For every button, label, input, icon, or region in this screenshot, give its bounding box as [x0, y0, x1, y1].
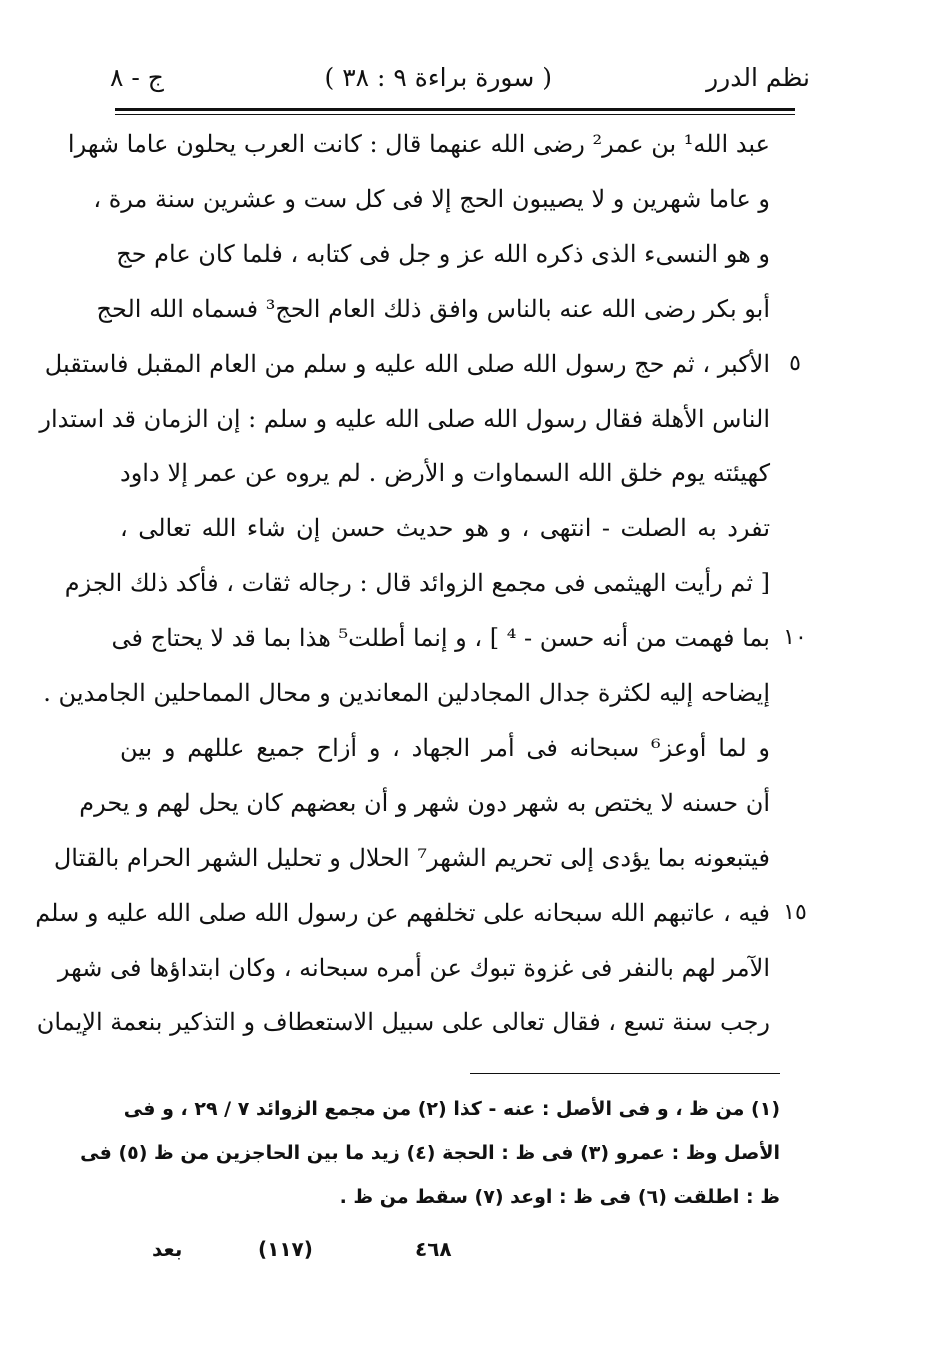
text-line: كهيئته يوم خلق الله السماوات و الأرض . لم يروه عن عمر إلا داود [120, 459, 770, 488]
text-line: عبد الله¹ بن عمر² رضى الله عنهما قال : كانت العرب يحلون عاما شهرا [67, 130, 770, 158]
header-rule [115, 108, 795, 111]
text-line: رجب سنة تسع ، فقال تعالى على سبيل الاستعطاف و التذكير بنعمة الإيمان [36, 1008, 770, 1037]
page-number: ٤٦٨ [415, 1237, 452, 1261]
volume-number: ج - ٨ [110, 63, 164, 92]
running-header [110, 56, 810, 100]
header-rule-thin [115, 114, 795, 115]
text-line: [ ثم رأيت الهيثمى فى مجمع الزوائد قال : رجاله ثقات ، فأكد ذلك الجزم [64, 569, 770, 598]
text-line: بما فهمت من أنه حسن - ⁴ ] ، و إنما أطلت⁵ هذا بما قد لا يحتاج فى [111, 624, 770, 653]
book-title: نظم الدرر [706, 63, 810, 92]
text-line: فيتبعونه بما يؤدى إلى تحريم الشهر⁷ الحلال و تحليل الشهر الحرام بالقتال [53, 843, 770, 872]
text-line: تفرد به الصلت - انتهى ، و هو حديث حسن إن شاء الله تعالى ، [120, 514, 770, 543]
footnote-line: (١) من ظ ، و فى الأصل : عنه - كذا (٢) من مجمع الزوائد ٧ / ٢٩ ، و فى [123, 1098, 780, 1120]
text-line: فيه ، عاتبهم الله سبحانه على تخلفهم عن رسول الله صلى الله عليه و سلم [35, 898, 770, 927]
text-line: إيضاحه إليه لكثرة جدال المجادلين المعاندين و محال المماحلين الجامدين . [43, 679, 770, 707]
text-line: الناس الأهلة فقال رسول الله صلى الله عليه و سلم : إن الزمان قد استدار [39, 404, 770, 433]
original-page-number: (١١٧) [258, 1237, 313, 1261]
catchword: بعد [152, 1237, 183, 1261]
footnote-line: ظ : اطلقت (٦) فى ظ : اوعد (٧) سقط من ظ . [339, 1186, 780, 1208]
footnote-line: الأصل وظ : عمرو (٣) فى ظ : الحجة (٤) زيد ما بين الحاجزين من ظ (٥) فى [80, 1142, 780, 1164]
text-line: و عاما شهرين و لا يصيبون الحج إلا فى كل ست و عشرين سنة مرة ، [93, 184, 770, 213]
sura-reference: ( سورة براءة ٩ : ٣٨ ) [324, 63, 552, 92]
line-number: ١٥ [783, 899, 807, 925]
line-number: ٥ [789, 350, 801, 376]
text-line: أبو بكر رضى الله عنه بالناس وافق ذلك العام الحج³ فسماه الله الحج [96, 294, 770, 323]
text-line: أن حسنه لا يختص به شهر دون شهر و أن بعضهم كان يحل لهم و يحرم [79, 788, 770, 817]
text-line: الأكبر ، ثم حج رسول الله صلى الله عليه و سلم من العام المقبل فاستقبل [44, 349, 770, 378]
line-number: ١٠ [783, 625, 807, 651]
text-line: و لما أوعز⁶ سبحانه فى أمر الجهاد ، و أزاح جميع عللهم و بين [120, 733, 771, 762]
text-line: و هو النسىء الذى ذكره الله عز و جل فى كتابه ، فلما كان عام حج [116, 239, 770, 268]
footnote-separator [470, 1073, 780, 1074]
text-line: الآمر لهم بالنفر فى غزوة تبوك عن أمره سبحانه ، وكان ابتداؤها فى شهر [57, 953, 770, 982]
